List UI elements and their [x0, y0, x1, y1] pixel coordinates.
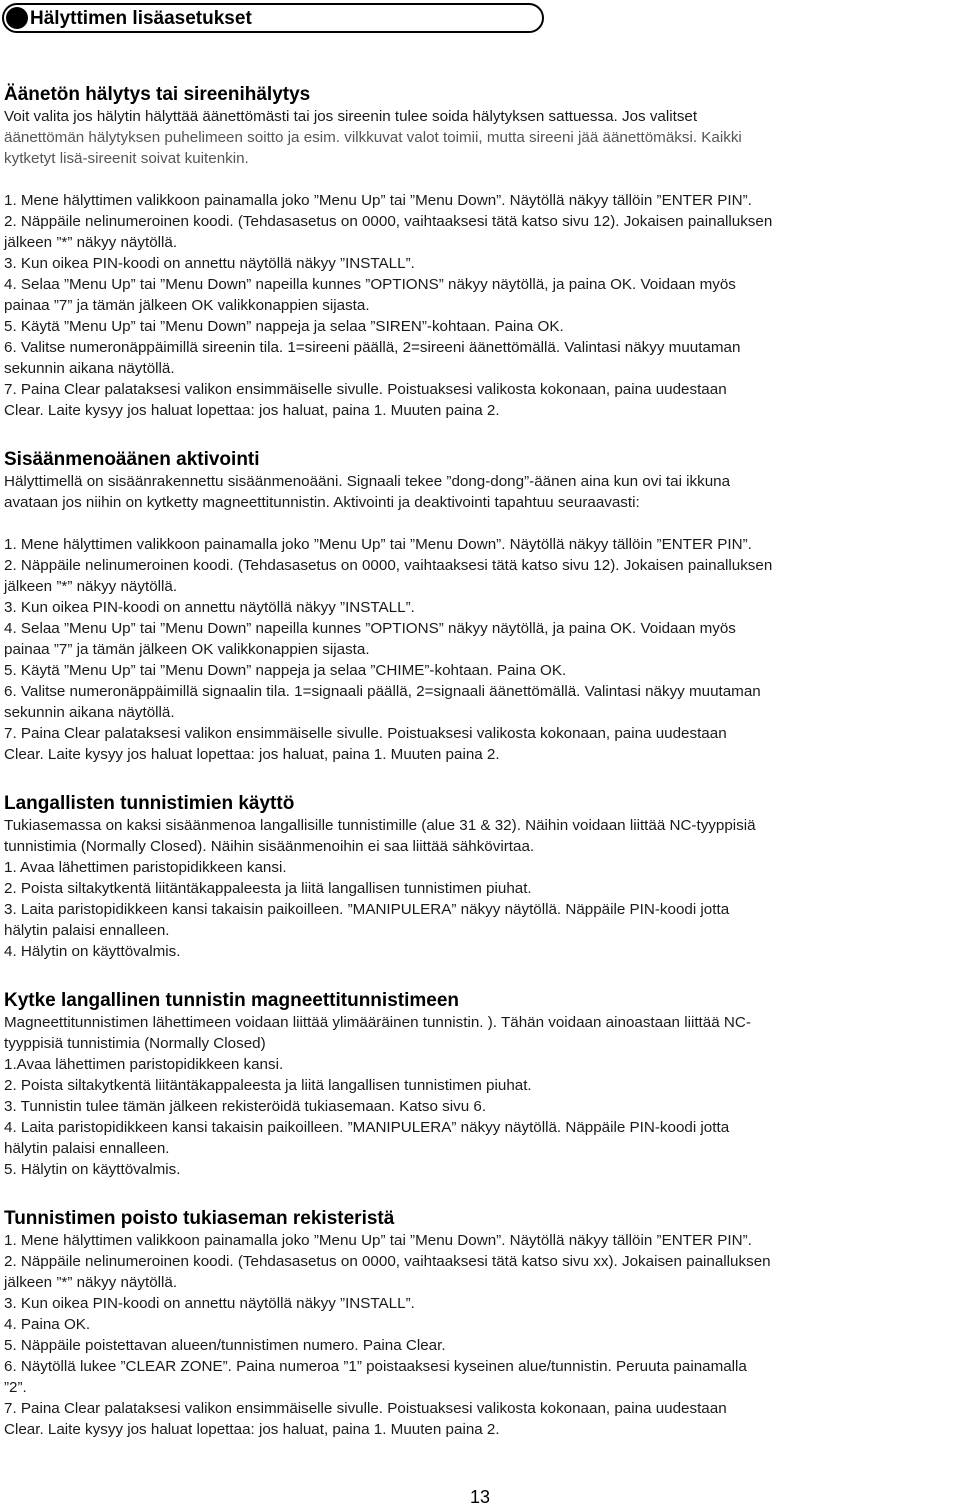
section-title: Äänetön hälytys tai sireenihälytys [4, 84, 311, 105]
section-wired-sensors [4, 793, 958, 962]
step-line: 2. Poista siltakytkentä liitäntäkappaleesta ja liitä langallisen tunnistimen piuhat. [4, 1077, 532, 1094]
step-line: 4. Paina OK. [4, 1316, 91, 1333]
bullet-circle-icon [6, 7, 28, 29]
intro-line: Voit valita jos hälytin hälyttää äänettömästi tai jos sireenin tulee soida hälytyksen sattuessa. Jos valitset [4, 108, 698, 125]
step-line: painaa ”7” ja tämän jälkeen OK valikkonappien sijasta. [4, 641, 370, 658]
step-line: painaa ”7” ja tämän jälkeen OK valikkonappien sijasta. [4, 297, 370, 314]
step-line: 7. Paina Clear palataksesi valikon ensimmäiselle sivulle. Poistuaksesi valikosta kokonaan, paina uudestaan [4, 381, 727, 398]
step-line: 1.Avaa lähettimen paristopidikkeen kansi. [4, 1056, 284, 1073]
section-title: Sisäänmenoäänen aktivointi [4, 449, 260, 470]
step-line: 4. Selaa ”Menu Up” tai ”Menu Down” napeilla kunnes ”OPTIONS” näkyy näytöllä, ja paina OK. Voidaan myös [4, 620, 736, 637]
step-line: 1. Mene hälyttimen valikkoon painamalla joko ”Menu Up” tai ”Menu Down”. Näytöllä näkyy tällöin ”ENTER PIN”. [4, 536, 752, 553]
step-line: 6. Valitse numeronäppäimillä sireenin tila. 1=sireeni päällä, 2=sireeni äänettömällä. Valintasi näkyy muutaman [4, 339, 741, 356]
intro-line: Magneettitunnistimen lähettimeen voidaan liittää ylimääräinen tunnistin. ). Tähän voidaan ainoastaan liittää NC- [4, 1014, 751, 1031]
step-line: jälkeen ”*” näkyy näytöllä. [4, 234, 178, 251]
step-line: 6. Näytöllä lukee ”CLEAR ZONE”. Paina numeroa ”1” poistaaksesi kyseinen alue/tunnistin. Peruuta painamalla [4, 1358, 747, 1375]
step-line: 5. Käytä ”Menu Up” tai ”Menu Down” nappeja ja selaa ”SIREN”-kohtaan. Paina OK. [4, 318, 564, 335]
step-line: 2. Näppäile nelinumeroinen koodi. (Tehdasasetus on 0000, vaihtaaksesi tätä katso sivu xx). Jokaisen painalluksen [4, 1253, 771, 1270]
section-title: Kytke langallinen tunnistin magneettitunnistimeen [4, 990, 459, 1011]
step-line: sekunnin aikana näytöllä. [4, 704, 175, 721]
page-number: 13 [469, 1487, 491, 1507]
section-wired-to-magnet [4, 990, 958, 1180]
intro-line: äänettömän hälytyksen puhelimeen soitto ja esim. vilkkuvat valot toimii, mutta sireeni jää äänettömäksi. Kaikki [4, 129, 742, 146]
step-line: 2. Näppäile nelinumeroinen koodi. (Tehdasasetus on 0000, vaihtaaksesi tätä katso sivu 12). Jokaisen painalluksen [4, 213, 773, 230]
step-line: Clear. Laite kysyy jos haluat lopettaa: jos haluat, paina 1. Muuten paina 2. [4, 402, 500, 419]
step-line: 1. Mene hälyttimen valikkoon painamalla joko ”Menu Up” tai ”Menu Down”. Näytöllä näkyy tällöin ”ENTER PIN”. [4, 1232, 752, 1249]
step-line: 5. Näppäile poistettavan alueen/tunnistimen numero. Paina Clear. [4, 1337, 446, 1354]
page-header [2, 3, 544, 33]
step-line: 3. Laita paristopidikkeen kansi takaisin paikoilleen. ”MANIPULERA” näkyy näytöllä. Näppäile PIN-koodi jotta [4, 901, 730, 918]
section-title: Langallisten tunnistimien käyttö [4, 793, 295, 814]
step-line: jälkeen ”*” näkyy näytöllä. [4, 578, 178, 595]
step-line: 7. Paina Clear palataksesi valikon ensimmäiselle sivulle. Poistuaksesi valikosta kokonaan, paina uudestaan [4, 725, 727, 742]
step-line: 6. Valitse numeronäppäimillä signaalin tila. 1=signaali päällä, 2=signaali äänettömällä. Valintasi näkyy muutaman [4, 683, 761, 700]
step-line: 7. Paina Clear palataksesi valikon ensimmäiselle sivulle. Poistuaksesi valikosta kokonaan, paina uudestaan [4, 1400, 727, 1417]
step-line: 2. Näppäile nelinumeroinen koodi. (Tehdasasetus on 0000, vaihtaaksesi tätä katso sivu 12). Jokaisen painalluksen [4, 557, 773, 574]
step-line: 5. Hälytin on käyttövalmis. [4, 1161, 181, 1178]
intro-line: tyyppisiä tunnistimia (Normally Closed) [4, 1035, 266, 1052]
step-line: Clear. Laite kysyy jos haluat lopettaa: jos haluat, paina 1. Muuten paina 2. [4, 746, 500, 763]
step-line: 3. Kun oikea PIN-koodi on annettu näytöllä näkyy ”INSTALL”. [4, 599, 415, 616]
step-line: ”2”. [4, 1379, 27, 1396]
step-line: hälytin palaisi ennalleen. [4, 1140, 170, 1157]
step-line: jälkeen ”*” näkyy näytöllä. [4, 1274, 178, 1291]
page-header-title: Hälyttimen lisäasetukset [30, 8, 252, 29]
step-line: sekunnin aikana näytöllä. [4, 360, 175, 377]
step-line: 1. Mene hälyttimen valikkoon painamalla joko ”Menu Up” tai ”Menu Down”. Näytöllä näkyy tällöin ”ENTER PIN”. [4, 192, 752, 209]
section-silent-alarm [4, 84, 958, 421]
step-line: 5. Käytä ”Menu Up” tai ”Menu Down” nappeja ja selaa ”CHIME”-kohtaan. Paina OK. [4, 662, 567, 679]
document-body [4, 84, 958, 1440]
intro-line: avataan jos niihin on kytketty magneettitunnistin. Aktivointi ja deaktivointi tapahtuu seuraavasti: [4, 494, 640, 511]
intro-line: Tukiasemassa on kaksi sisäänmenoa langallisille tunnistimille (alue 31 & 32). Näihin voidaan liittää NC-tyyppisiä [4, 817, 756, 834]
step-line: 3. Kun oikea PIN-koodi on annettu näytöllä näkyy ”INSTALL”. [4, 1295, 415, 1312]
intro-line: tunnistimia (Normally Closed). Näihin sisäänmenoihin ei saa liittää sähkövirtaa. [4, 838, 535, 855]
section-entry-chime [4, 449, 958, 765]
section-remove-sensor [4, 1208, 958, 1440]
step-line: 2. Poista siltakytkentä liitäntäkappaleesta ja liitä langallisen tunnistimen piuhat. [4, 880, 532, 897]
step-line: 3. Tunnistin tulee tämän jälkeen rekisteröidä tukiasemaan. Katso sivu 6. [4, 1098, 487, 1115]
intro-line: Hälyttimellä on sisäänrakennettu sisäänmenoääni. Signaali tekee ”dong-dong”-äänen aina kun ovi tai ikkuna [4, 473, 731, 490]
step-line: 4. Hälytin on käyttövalmis. [4, 943, 181, 960]
step-line: 1. Avaa lähettimen paristopidikkeen kansi. [4, 859, 287, 876]
step-line: 4. Selaa ”Menu Up” tai ”Menu Down” napeilla kunnes ”OPTIONS” näkyy näytöllä, ja paina OK. Voidaan myös [4, 276, 736, 293]
section-title: Tunnistimen poisto tukiaseman rekisteristä [4, 1208, 395, 1229]
step-line: hälytin palaisi ennalleen. [4, 922, 170, 939]
step-line: Clear. Laite kysyy jos haluat lopettaa: jos haluat, paina 1. Muuten paina 2. [4, 1421, 500, 1438]
step-line: 3. Kun oikea PIN-koodi on annettu näytöllä näkyy ”INSTALL”. [4, 255, 415, 272]
step-line: 4. Laita paristopidikkeen kansi takaisin paikoilleen. ”MANIPULERA” näkyy näytöllä. Näppäile PIN-koodi jotta [4, 1119, 730, 1136]
intro-line: kytketyt lisä-sireenit soivat kuitenkin. [4, 150, 249, 167]
